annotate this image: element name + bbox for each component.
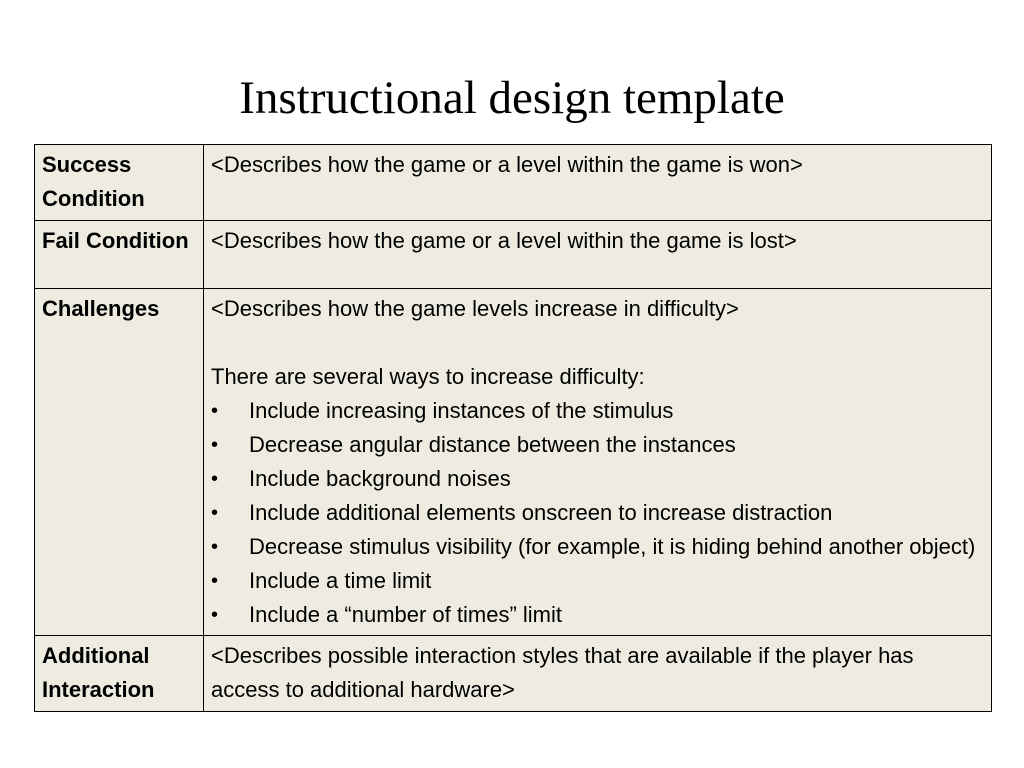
bullet-icon: • <box>211 570 219 592</box>
table-row-fail-condition <box>35 221 992 289</box>
row-description-challenges: <Describes how the game levels increase in difficulty> <box>211 296 739 321</box>
challenges-bullet-list <box>211 394 984 632</box>
row-label-additional-interaction: Additional Interaction <box>35 636 204 712</box>
bullet-icon: • <box>211 468 219 490</box>
row-label-fail-condition: Fail Condition <box>35 221 204 289</box>
row-label-challenges: Challenges <box>35 289 204 636</box>
row-description-additional-interaction: <Describes possible interaction styles that are available if the player has access to additional hardware> <box>204 636 992 712</box>
paragraph-spacer <box>211 326 984 360</box>
list-item <box>211 428 984 462</box>
list-item <box>211 598 984 632</box>
list-item-text: Include background noises <box>249 466 511 491</box>
bullet-icon: • <box>211 536 219 558</box>
table-row-success-condition <box>35 145 992 221</box>
design-template-table <box>34 144 992 712</box>
bullet-icon: • <box>211 502 219 524</box>
bullet-icon: • <box>211 604 219 626</box>
list-item-text: Include additional elements onscreen to increase distraction <box>249 500 833 525</box>
list-item-text: Include a “number of times” limit <box>249 602 562 627</box>
list-item <box>211 530 984 564</box>
slide-title: Instructional design template <box>239 72 785 124</box>
list-item <box>211 462 984 496</box>
row-description-success-condition: <Describes how the game or a level within the game is won> <box>204 145 992 221</box>
row-description-fail-condition: <Describes how the game or a level within the game is lost> <box>204 221 992 289</box>
list-item-text: Decrease angular distance between the instances <box>249 432 736 457</box>
table-row-additional-interaction <box>35 636 992 712</box>
row-label-success-condition: Success Condition <box>35 145 204 221</box>
bullet-icon: • <box>211 400 219 422</box>
row-content-challenges <box>204 289 992 636</box>
list-item <box>211 496 984 530</box>
bullet-icon: • <box>211 434 219 456</box>
table-row-challenges <box>35 289 992 636</box>
list-item-text: Include a time limit <box>249 568 432 593</box>
list-item-text: Decrease stimulus visibility (for example, it is hiding behind another object) <box>249 534 976 559</box>
challenges-intro: There are several ways to increase difficulty: <box>211 364 645 389</box>
list-item <box>211 394 984 428</box>
list-item <box>211 564 984 598</box>
list-item-text: Include increasing instances of the stimulus <box>249 398 674 423</box>
